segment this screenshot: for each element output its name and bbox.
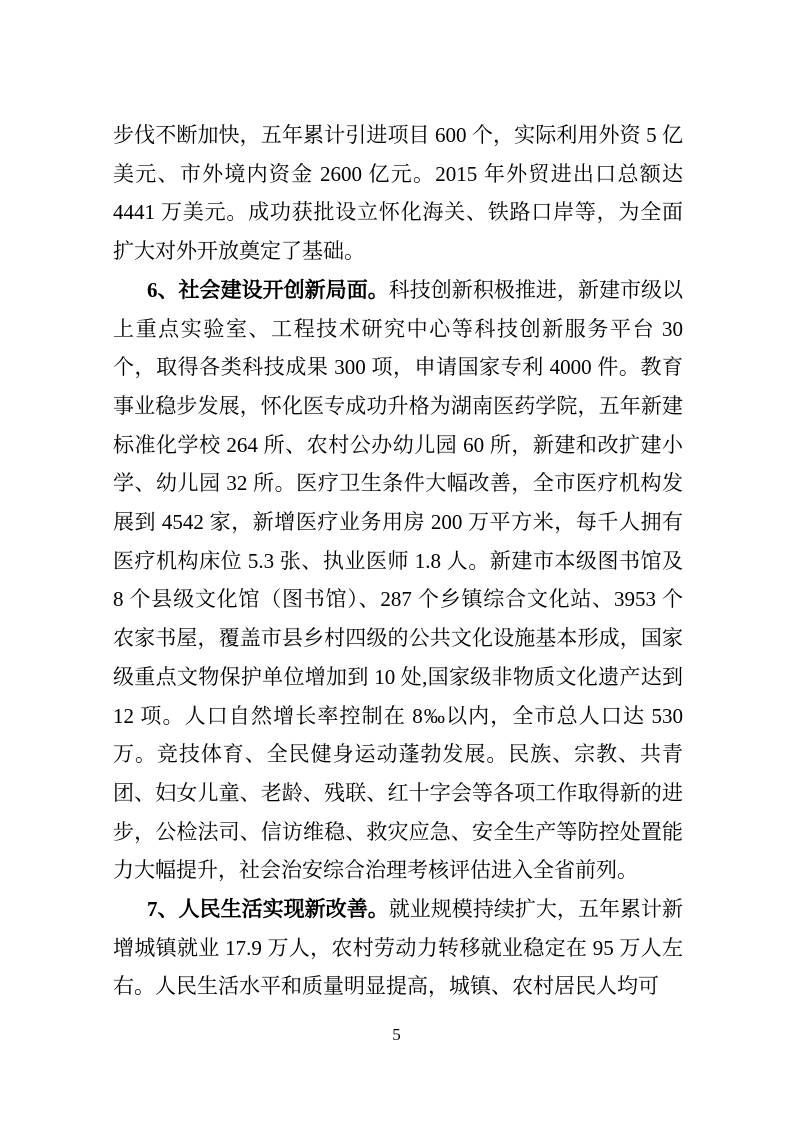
page-number: 5 — [392, 1025, 401, 1044]
paragraph-section-6 — [113, 271, 683, 890]
section-heading-7: 7、人民生活实现新改善。 — [147, 897, 389, 922]
paragraph-text: 科技创新积极推进，新建市级以上重点实验室、工程技术研究中心等科技创新服务平台 30 个，取得各类科技成果 300 项，申请国家专利 4000 件。教育事业稳步发展，怀化医专成功升格为湖南医药学院，五年新建标准化学校 264 所、农村公办幼儿园 60 所，新建和改扩建小学、幼儿园 32 所。医疗卫生条件大幅改善，全市医疗机构发展到 4542 家，新增医疗业务用房 200 万平方米，每千人拥有医疗机构床位 5.3 张、执业医师 1.8 人。新建市本级图书馆及 8 个县级文化馆（图书馆）、287 个乡镇综合文化站、3953 个农家书屋，覆盖市县乡村四级的公共文化设施基本形成，国家级重点文物保护单位增加到 10 处,国家级非物质文化遗产达到 12 项。人口自然增长率控制在 8‰以内，全市总人口达 530 万。竞技体育、全民健身运动蓬勃发展。民族、宗教、共青团、妇女儿童、老龄、残联、红十字会等各项工作取得新的进步，公检法司、信访维稳、救灾应急、安全生产等防控处置能力大幅提升，社会治安综合治理考核评估进入全省前列。 — [113, 277, 684, 883]
page-body — [113, 116, 683, 1006]
paragraph-continuation — [113, 116, 683, 271]
paragraph-text: 步伐不断加快，五年累计引进项目 600 个，实际利用外资 5 亿美元、市外境内资金 2600 亿元。2015 年外贸进出口总额达 4441 万美元。成功获批设立怀化海关、铁路口岸等，为全面扩大对外开放奠定了基础。 — [113, 123, 683, 264]
section-heading-6: 6、社会建设开创新局面。 — [147, 277, 389, 302]
paragraph-section-7 — [113, 890, 683, 1006]
paragraph-text: 就业规模持续扩大，五年累计新增城镇就业 17.9 万人，农村劳动力转移就业稳定在 95 万人左右。人民生活水平和质量明显提高，城镇、农村居民人均可 — [113, 897, 684, 999]
